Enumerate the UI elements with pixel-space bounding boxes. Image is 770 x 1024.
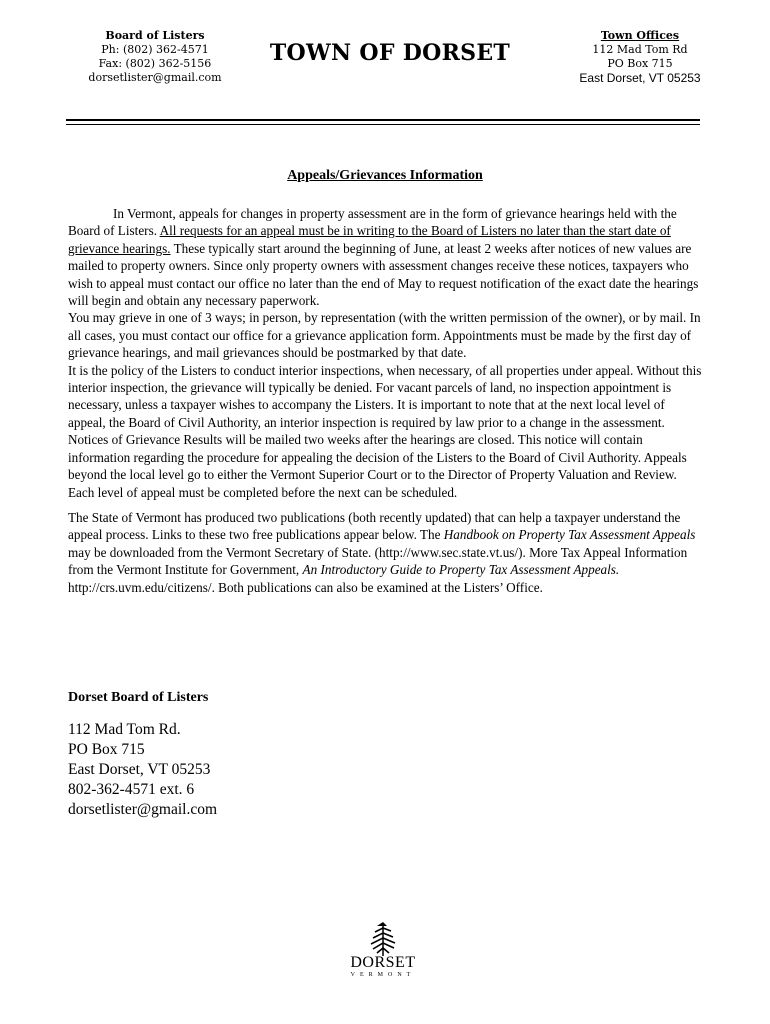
paragraph-4: Notices of Grievance Results will be mailed two weeks after the hearings are closed. This notice will contain information regarding the procedure for appealing the decision of the Listers to the Board of Civil Authority. Appeals beyond the local level go to either the Vermont Superior Court or to the Director of Property Valuation and Review. Each level of appeal must be completed before the next can be scheduled. bbox=[68, 432, 687, 500]
town-offices-header bbox=[565, 29, 715, 86]
contact-heading: Dorset Board of Listers bbox=[68, 690, 209, 705]
contact-pobox: PO Box 715 bbox=[68, 741, 145, 758]
paragraph-2: You may grieve in one of 3 ways; in person, by representation (with the written permission of the owner), or by mail. In all cases, you must contact our office for a grievance application form. Appointments must be made by the first day of grievance hearings, and mail grievances should be postmarked by that date. bbox=[68, 310, 701, 361]
paragraph-5-middle: may be downloaded from the Vermont Secretary of State. (http://www.sec.state.vt.us/). More Tax Appeal Information from the Vermont Institute for Government, bbox=[68, 544, 688, 578]
board-fax: Fax: (802) 362-5156 bbox=[98, 57, 212, 70]
guide-title: An Introductory Guide to Property Tax Assessment Appeals. bbox=[302, 562, 620, 578]
contact-city: East Dorset, VT 05253 bbox=[68, 761, 211, 778]
paragraph-1-rest: These typically start around the beginning of June, at least 2 weeks after notices of new values are mailed to property owners. Since only property owners with assessment changes receive these notices, taxpayers who wish to appeal must contact our office no later than the end of May to request notification of the exact date the hearings will begin and obtain any necessary paperwork. bbox=[68, 240, 699, 309]
section-title: Appeals/Grievances Information bbox=[287, 168, 483, 183]
board-phone: Ph: (802) 362-4571 bbox=[101, 43, 209, 56]
logo-sub: VERMONT bbox=[350, 972, 416, 978]
paragraph-1 bbox=[68, 205, 704, 309]
offices-pobox: PO Box 715 bbox=[607, 57, 673, 70]
paragraph-3: It is the policy of the Listers to conduct interior inspections, when necessary, of all properties under appeal. Without this interior inspection, the grievance will typically be denied. For vacant parcels of land, no inspection appointment is necessary, unless a taxpayer wishes to accompany the Listers. It is important to note that at the next local level of appeal, the Board of Civil Authority, an interior inspection is required by law prior to a change in the assessment. bbox=[68, 362, 702, 430]
contact-email: dorsetlister@gmail.com bbox=[68, 801, 218, 818]
town-title: TOWN OF DORSET bbox=[269, 40, 511, 66]
board-email: dorsetlister@gmail.com bbox=[88, 71, 222, 84]
handbook-title: Handbook on Property Tax Assessment Appeals bbox=[443, 527, 696, 543]
paragraph-1-underlined: All requests for an appeal must be in writing to the Board of Listers no later than the start date of grievance hearings. bbox=[68, 223, 671, 256]
offices-title: Town Offices bbox=[600, 29, 680, 42]
offices-street: 112 Mad Tom Rd bbox=[592, 43, 688, 56]
body-text bbox=[68, 205, 704, 596]
dorset-logo bbox=[337, 920, 429, 982]
contact-street: 112 Mad Tom Rd. bbox=[68, 721, 181, 738]
paragraph-5-end: http://crs.uvm.edu/citizens/. Both publications can also be examined at the Listers’ Office. bbox=[68, 579, 543, 595]
paragraph-1-intro: In Vermont, appeals for changes in property assessment are in the form of grievance hearings held with the Board of Listers. bbox=[68, 206, 677, 239]
contact-phone: 802-362-4571 ext. 6 bbox=[68, 781, 195, 798]
board-title: Board of Listers bbox=[105, 29, 205, 42]
contact-block bbox=[68, 690, 468, 820]
paragraph-5-intro: The State of Vermont has produced two publications (both recently updated) that can help a taxpayer understand the appeal process. Links to these two free publications appear below. The bbox=[68, 509, 681, 543]
pine-branch-icon bbox=[337, 920, 429, 958]
header-rule-thin bbox=[66, 124, 700, 125]
paragraph-5 bbox=[68, 509, 704, 596]
header-rule-thick bbox=[66, 119, 700, 121]
logo-brand: DORSET bbox=[350, 954, 416, 971]
offices-city: East Dorset, VT 05253 bbox=[579, 71, 701, 85]
board-of-listers-header bbox=[70, 29, 240, 85]
